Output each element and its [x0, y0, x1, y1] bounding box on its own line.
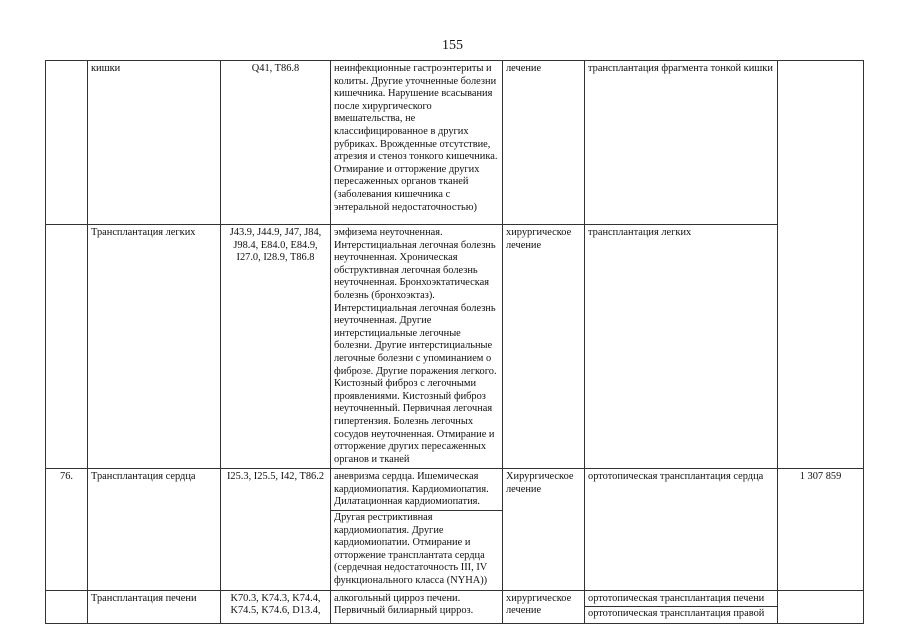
table-row — [46, 469, 864, 590]
treatment-type: хирургическое лечение — [503, 225, 585, 469]
icd-codes: K70.3, K74.3, K74.4, K74.5, K74.6, D13.4, — [221, 590, 331, 623]
treatment-method: ортотопическая трансплантация сердца — [585, 469, 778, 590]
cost — [778, 590, 864, 623]
disease-description — [331, 469, 503, 590]
procedure-name: Трансплантация печени — [88, 590, 221, 623]
treatment-method — [585, 590, 778, 623]
disease-description: алкогольный цирроз печени. Первичный билиарный цирроз. — [331, 590, 503, 623]
treatment-method: трансплантация легких — [585, 225, 778, 469]
treatment-method: трансплантация фрагмента тонкой кишки — [585, 61, 778, 225]
treatment-table — [45, 60, 864, 624]
row-number: 76. — [46, 469, 88, 590]
disease-description-part: Другая рестриктивная кардиомиопатия. Другие кардиомиопатии. Отмирание и отторжение трансплантата сердца (сердечная недостаточность III, IV функционального класса (NYHA)) — [331, 510, 502, 588]
treatment-type: Хирургическое лечение — [503, 469, 585, 590]
disease-description-part: аневризма сердца. Ишемическая кардиомиопатия. Кардиомиопатия. Дилатационная кардиомиопатия. — [334, 471, 489, 508]
cost — [778, 61, 864, 469]
row-number — [46, 61, 88, 225]
row-number — [46, 590, 88, 623]
icd-codes: J43.9, J44.9, J47, J84, J98.4, E84.0, E84.9, I27.0, I28.9, T86.8 — [221, 225, 331, 469]
icd-codes: Q41, T86.8 — [221, 61, 331, 225]
procedure-name: Трансплантация сердца — [88, 469, 221, 590]
procedure-name: кишки — [88, 61, 221, 225]
cost: 1 307 859 — [778, 469, 864, 590]
table-row — [46, 590, 864, 623]
procedure-name: Трансплантация легких — [88, 225, 221, 469]
table-row — [46, 225, 864, 469]
row-number — [46, 225, 88, 469]
page-number: 155 — [442, 38, 463, 53]
treatment-method-part: ортотопическая трансплантация печени — [588, 592, 765, 604]
disease-description: эмфизема неуточненная. Интерстициальная легочная болезнь неуточненная. Хроническая обструктивная легочная болезнь неуточненная. Бронхоэктатическая болезнь (бронхоэктаз). Интерстициальная легочная болезнь неуточненная. Другие интерстициальные легочные болезни. Другие интерстициальные легочные болезни с упоминанием о фиброзе. Другие поражения легкого. Кистозный фиброз с легочными проявлениями. Кистозный фиброз неуточненный. Первичная легочная гипертензия. Болезнь легочных сосудов неуточненная. Отмирание и отторжение других пересаженных органов и тканей — [331, 225, 503, 469]
treatment-type: хирургическое лечение — [503, 590, 585, 623]
treatment-method-part: ортотопическая трансплантация правой — [585, 606, 777, 621]
treatment-type: лечение — [503, 61, 585, 225]
table-row — [46, 61, 864, 225]
icd-codes: I25.3, I25.5, I42, T86.2 — [221, 469, 331, 590]
disease-description: неинфекционные гастроэнтериты и колиты. Другие уточненные болезни кишечника. Нарушение всасывания после хирургического вмешательства, не классифицированное в других рубриках. Врожденные отсутствие, атрезия и стеноз тонкого кишечника. Отмирание и отторжение других пересаженных органов тканей (заболевания кишечника с энтеральной недостаточностью) — [331, 61, 503, 225]
